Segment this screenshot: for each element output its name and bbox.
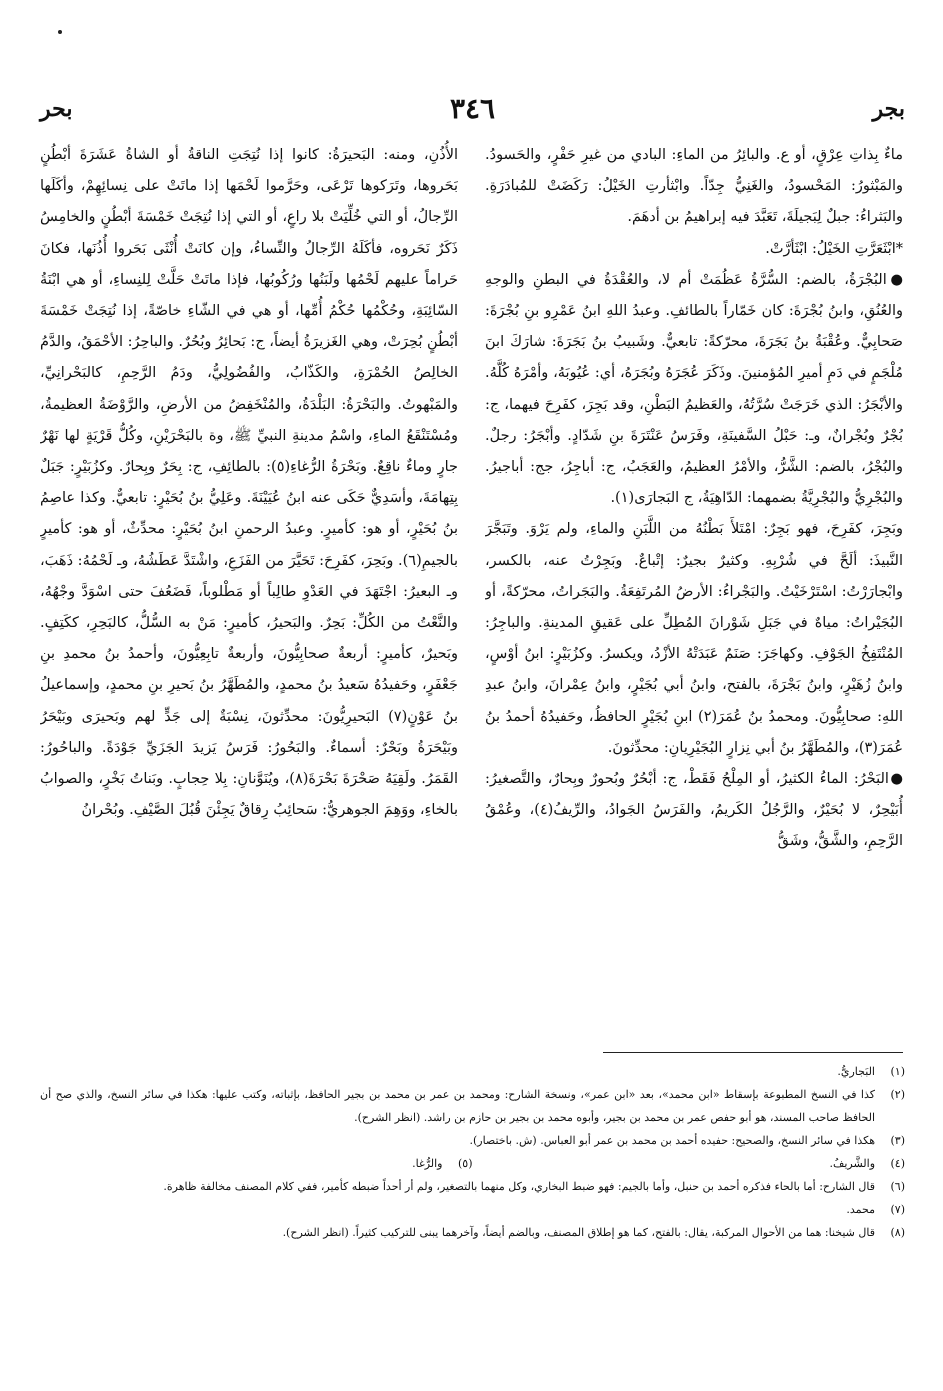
footnote [40,1198,905,1221]
footnote [473,1152,906,1175]
footnote [40,1083,905,1129]
footnote-text: كذا في النسخ المطبوعة بإسقاط «ابن محمد»، بعد «ابن عمر»، ونسخة الشارح: ومحمد بن عمر بن محمد بن بجير الحافظ، بإثباته، وكتب عليها: هكذا في سائر النسخ، والذي صح أن الحافظ صاحب المسند، هو أبو حفص عمر بن محمد بن بجير، وأبوه محمد بن بجير بن حازم بن راشد. (انظر الشرح). [40,1088,875,1124]
footnote-number: (٢) [890,1088,905,1101]
footnote-number: (٥) [457,1157,473,1170]
footnote [40,1060,905,1083]
footnote-text: قال شيخنا: هما من الأحوال المركبة، يقال: بالفتح، كما هو إطلاق المصنف، وبالضم أيضاً، وآخرهما يبنى للتركيب كثيراً. (انظر الشرح). [282,1226,875,1239]
header-right-word: بجر [872,96,905,122]
footnote-divider [603,1052,903,1053]
footnote-text: قال الشارح: أما بالحاء فذكره أحمد بن حنبل، وأما بالجيم: فهو ضبط البخاري، وكل منهما بالتصغير، ولم أر أحداً ضبطه كأمير، ففي كلام المصنف مخالفة ظاهرة. [163,1180,875,1193]
footnote-number: (٣) [890,1134,905,1147]
footnote-number: (٤) [890,1157,905,1170]
paragraph: ●البُجْرَةُ، بالضم: السُّرَّةُ عَظُمَتْ أم لا، والعُقْدَةُ في البطنِ والوجهِ والعُنُقِ، وابنُ بُجْرَةَ: كان خَمّاراً بالطائفِ. وعبدُ اللهِ ابنُ عَمْرِو بنِ بُجْرَةَ: صَحابِيٌّ. وعُقْبَةُ بنُ بَجَرَةَ، محرّكةً: تابعيٌّ. وشَبيبُ بنُ بَجَرَةَ: شارَكَ ابنَ مُلْجَمٍ في دَمِ أميرِ المُؤمنينَ. وذَكَرَ عُجَرَهُ وبُجَرَهُ، أي: عُيُوبَهُ، وأمْرَهُ كُلَّهُ. والأبْجَرُ: الذي خَرَجَتْ سُرَّتُهُ، والعَظيمُ البَطْنِ، وقد بَجِرَ، كفَرِحَ فيهما، ج: بُجْرٌ وبُجْرانٌ، وـ: حَبْلُ السَّفينَةِ، وفَرَسُ عَنْتَرَةَ بنِ شَدّادٍ. وأبْجَرُ: رجلٌ. والبُجْرُ، بالضم: الشَّرُّ، والأمْرُ العظيمُ، والعَجَبُ، ج: أباجِرُ، جج: أباجيرُ. والبُجْرِيُّ والبُجْرِيَّةُ بضمهما: الدّاهِيَةُ، ج البَجارَى(١). [485,271,903,507]
footnote-number: (٨) [890,1226,905,1239]
footnote-text: هكذا في سائر النسخ، والصحيح: حفيده أحمد بن محمد بن عمر أبو العباس. (ش. باختصار). [469,1134,875,1147]
footnote-number: (٦) [890,1180,905,1193]
left-column [40,140,458,1044]
page-number: ٣٤٦ [449,92,496,125]
footnote-text: البَجاريُّ. [837,1065,875,1078]
footnote-text: والشَّريفُ. [829,1157,875,1170]
footnote [40,1129,905,1152]
footnote-number: (٧) [890,1203,905,1216]
paragraph: الأُذُنِ، ومنه: البَحيرَةُ: كانوا إذا نُتِجَتِ الناقةُ أو الشاةُ عَشَرَةَ أبْطُنٍ بَحَروها، وتَرَكوها تَرْعَى، وحَرَّموا لَحْمَها إذا ماتَتْ على نِسائِهِمْ، وأكَلَها الرِّجالُ، أو التي خُلِّيَتْ بلا راعٍ، أو التي إذا نُتِجَتْ خَمْسَةَ أبْطُنٍ والخامِسُ ذَكَرٌ نَحَروه، فأكَلَهُ الرِّجالُ والنِّساءُ، وإن كانَتْ أُنْثَى بَحَروا أُذُنَها، فكانَ حَراماً عليهم لَحْمُها ولَبَنُها ورُكُوبُها، فإذا ماتَتْ حَلَّتْ لِلنِساءِ، أو هي ابْنَةُ السّائِبَةِ، وحُكْمُها حُكْمُ أُمِّها، أو هي في الشّاءِ خاصّةً، إذا نُتِجَتْ خَمْسَةَ أبْطُنٍ بُحِرَتْ، وهي الغَزيرَةُ أيضاً، ج: بَحائِرُ وبُحُرٌ. والباحِرُ: الأحْمَقُ، والدَّمُ الخالِصُ الحُمْرَةِ، والكَذّابُ، والفُضُولِيُّ، ودَمُ الرَّحِمِ، كالبَحْرانِيِّ، والمَبْهوتُ. والبَحْرَةُ: البَلْدَةُ، والمُنْخَفِضُ من الأرضِ، والرَّوْضَةُ العظيمةُ، ومُسْتَنْقَعُ الماءِ، واسْمُ مدينةِ النبيِّ ﷺ، وة بالبَحْرَيْنِ، وكُلُّ قَرْيَةٍ لها نَهْرٌ جارٍ وماءٌ ناقِعٌ. وبَحْرَةُ الرُّغاءِ(٥): بالطائِفِ، ج: بِحَرٌ وبِحارٌ. وكزُبَيْرٍ: جَبَلٌ بِتِهامَةَ، وأسَدِيٌّ حَكَى عنه ابنُ عُيَيْنَةَ. وعَلِيُّ بنُ بُحَيْرٍ: تابعيٌّ. وكذا عاصِمُ بنُ بُحَيْرٍ، أو هو: كأميرٍ. وعبدُ الرحمنِ ابنُ بُحَيْرٍ: محدِّثٌ، أو هو: كأميرٍ بالجيمِ(٦). وبَحِرَ، كفَرِحَ: تَحَيَّرَ من الفَزَعِ، واشْتَدَّ عَطَشُهُ، وـ لَحْمُهُ: ذَهَبَ، وـ البعيرُ: اجْتَهَدَ في العَدْوِ طالِباً أو مَطْلوباً، فَضَعُفَ حتى اسْوَدَّ وجْهُهُ، والنَّعْتُ من الكُلِّ: بَحِرٌ. والبَحيرُ، كأميرٍ: مَنْ به السُّلُّ، كالبَحِرِ، ككَتِفٍ. وبَحيرٌ، كأميرٍ: أربعةٌ صحابِيُّونَ، وأربعةٌ تابِعِيُّونَ، وأحمدُ بنُ محمدِ بنِ جَعْفَرٍ، وحَفيدُهُ سَعيدُ بنُ محمدٍ، والمُطَهَّرُ بنُ بَحيرِ بنِ محمدٍ، وإسماعيلُ بنُ عَوْنٍ(٧) البَحيرِيُّونَ: محدِّثونَ، نِسْبَةٌ إلى جَدٍّ لهم وبَحيرَى وبَيْحَرُ وبَيْحَرَةُ وبَحْرٌ: أسماءٌ. والبَحُورُ: فَرَسُ يَزيدَ الجَزَيِّ جَوْدَةً. والباحُورُ: القَمَرُ. ولَقِيَهُ صَحْرَةَ بَحْرَةَ(٨)، ويُنَوَّنانِ: بِلا حِجابٍ. وبَناتُ بَخْرٍ، والصوابُ بالخاءِ، ووَهِمَ الجوهريُّ: سَحائِبُ رِقاقٌ يَجِئْنَ قُبُلَ الصَّيْفِ. وبُحْرانُ [40,147,458,819]
speck [58,30,62,34]
footnote-text: والرُّغا. [412,1157,443,1170]
footnote [40,1152,473,1175]
footnote [40,1175,905,1198]
paragraph: *ابْثَعَرَّتِ الخَيْلُ: ابْثَأرَّتْ. [765,240,903,257]
paragraph: وبَجِرَ، كفَرِحَ، فهو بَجِرٌ: امْتَلأَ بَطْنُهُ من اللَّبَنِ والماءِ، ولم يَرْوَ. وتَبَجَّرَ النَّبيذَ: ألَحَّ في شُرْبِهِ. وكثيرٌ بجيرٌ: إتْباعٌ. وبَجِرْتُ عنه، بالكسر، وابْجارَرْتُ: اسْتَرْخَيْتُ. والبَجْراءُ: الأرضُ المُرتَفِعَةُ. والبَجَراتُ، محرّكةً، أو البُجَيْراتُ: مياهٌ في جَبَلِ شَوْرانَ المُطِلِّ على عَقيقِ المدينةِ. والباجِرُ: المُنْتَفِخُ الجَوْفِ. وكهاجَرَ: صَنَمٌ عَبَدَتْهُ الأزْدُ، ويكسرُ. وكزُبَيْرٍ: ابنُ أوْسٍ، وابنُ زُهَيْرٍ، وابنُ بَجْرَةَ، بالفتح، وابنُ أبي بُجَيْرٍ، وابنُ عِمْرانَ، وابنُ عبدِ اللهِ: صحابِيُّونَ. ومحمدُ بنُ عُمَرَ(٢) ابنِ بُجَيْرٍ الحافظُ، وحَفيدُهُ أحمدُ بنُ عُمَرَ(٣)، والمُطَهَّرُ بنُ أبي نِزارٍ البُجَيْرِيانِ: محدِّثونَ. [485,521,903,756]
footnotes [40,1060,905,1244]
footnote-number: (١) [890,1065,905,1078]
footnote [40,1221,905,1244]
paragraph: ماءٌ بِذاتِ عِرْقٍ، أو ع. والبائِرُ من الماءِ: البادي من غيرِ حَفْرٍ، والحَسودُ. والمَبْثورُ: المَحْسودُ، والغَنِيُّ جِدّاً. وابْثأرتِ الخَيْلُ: رَكَضَتْ للمُبادَرَةِ. والبَثراءُ: جبلٌ لِبَجيلَةَ، تَعَبَّدَ فيه إبراهيمُ بن أدهَمَ. [485,147,903,226]
page-header [40,92,905,132]
right-column [485,140,903,1044]
header-left-word: بحر [40,96,73,122]
footnote-text: محمد. [846,1203,875,1216]
paragraph: ●البَحْرُ: الماءُ الكثيرُ، أو المِلْحُ فَقَطْ، ج: أبْحُرٌ وبُحورٌ وبِحارٌ، والتَّصغيرُ: أُبَيْحِرٌ، لا بُحَيْرٌ، والرَّجُلُ الكَريمُ، والفَرَسُ الجَوادُ، والرِّيفُ(٤)، وعُمْقُ الرَّحِمِ، والشَّقُّ، وشَقُّ [485,771,903,850]
footnote-row [40,1152,905,1175]
